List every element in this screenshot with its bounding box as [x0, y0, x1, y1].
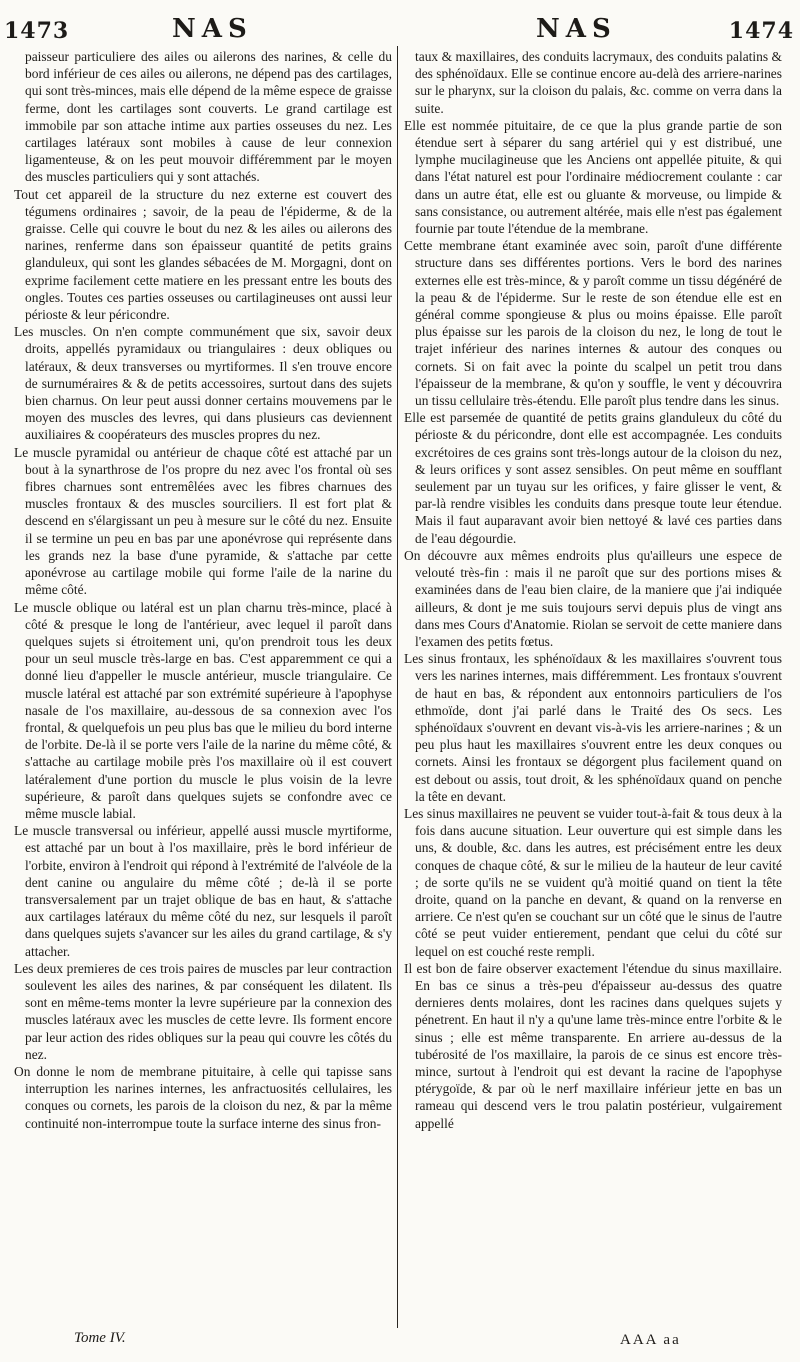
page-number-left: 1473	[4, 18, 70, 44]
paragraph: Les muscles. On n'en compte communément que six, savoir deux droits, appellés pyramidaux ou triangulaires : deux obliques ou latéraux, & deux transverses ou myrtiformes. Il s'en trouve encore de surnuméraires & & de petits accessoires, surtout dans des sujets bien charnus. On leur peut aussi donner certains mouvemens par le moyen des muscles des levres, qui dans plusieurs cas deviennent auxiliaires & coopérateurs des muscles propres du nez.	[14, 324, 392, 443]
paragraph: Le muscle pyramidal ou antérieur de chaque côté est attaché par un bout à la synarthrose de l'os propre du nez avec l'os frontal où ses fibres charnues sont entremêlées avec les fibres charnues des muscles frontaux & des muscles sourciliers. Il est fort plat & descend en s'élargissant un peu à mesure sur le côté du nez. Ensuite il se termine un peu en bas par une aponévrose qui représente dans les grands nez la base d'une pyramide, & s'attache par cette aponévrose au cartilage mobile qui forme l'aile de la narine du même côté.	[14, 444, 392, 598]
paragraph: taux & maxillaires, des conduits lacrymaux, des conduits palatins & des sphénoïdaux. Elle se continue encore au-delà des arriere-narines sur le pharynx, sur la cloison du palais, &c. comme on verra dans la suite.	[415, 49, 782, 116]
signature-mark: AAA aa	[620, 1332, 681, 1348]
volume-label: Tome IV.	[74, 1330, 126, 1346]
paragraph: Elle est nommée pituitaire, de ce que la plus grande partie de son étendue sert à séparer du sang artériel qui y est distribué, une lymphe mucilagineuse que les Anciens ont appellée pituite, & qui dans l'état naturel est pour l'ordinaire médiocrement coulante : car dans un autre état, elle est ou gluante & morveuse, ou limpide & sans consistance, ou autrement altérée, mais elle n'est pas également fournie par toute l'étendue de la membrane.	[404, 117, 782, 237]
page-footer	[0, 1326, 800, 1356]
paragraph: Les deux premieres de ces trois paires de muscles par leur contraction soulevent les ailes des narines, & par conséquent les dilatent. Ils sont en même-tems monter la levre supérieure par la connexion des muscles latéraux avec les muscles de cette levre. Ils forment encore par leur action des rides obliques sur la peau qui couvre les côtés du nez.	[14, 960, 392, 1062]
paragraph: On donne le nom de membrane pituitaire, à celle qui tapisse sans interruption les narines internes, les anfractuosités cellulaires, les conques ou cornets, les parois de la cloison du nez, & par la même continuité non-interrompue toute la surface interne des sinus fron-	[14, 1063, 392, 1131]
running-title-left: NAS	[172, 14, 253, 44]
paragraph: Le muscle transversal ou inférieur, appellé aussi muscle myrtiforme, est attaché par un bout à l'os maxillaire, près le bord inférieur de l'orbite, environ à l'endroit qui répond à l'extrémité de l'alvéole de la dent canine ou angulaire du même côté ; de-là il se porte transversalement par un trajet oblique de bas en haut, & s'attache aux cartilages latéraux du même côté du nez, sur lesquels il paroît dans quelques sujets s'avancer sur les ailes du grand cartilage, & s'y attacher.	[14, 823, 392, 959]
right-column	[404, 48, 782, 1326]
paragraph: Les sinus maxillaires ne peuvent se vuider tout-à-fait & tous deux à la fois dans aucune situation. Leur ouverture qui est simple dans les uns, & double, &c. dans les autres, est précisément entre les deux conques de chaque côté, & sur le milieu de la hauteur de leur cavité ; de sorte qu'ils ne se vuident qu'à moitié quand on tient la tête droite, quand on la panche en devant, & quand on la renverse en arriere. Ce n'est qu'en se couchant sur un côté que le sinus de l'autre côté se peut vuider entierement, pendant que celui du côté sur lequel on est couché reste rempli.	[404, 805, 782, 959]
paragraph: Il est bon de faire observer exactement l'étendue du sinus maxillaire. En bas ce sinus a très-peu d'épaisseur au-dessus des quatre dernieres dents molaires, dont les racines dans quelques sujets y pénetrent. En haut il n'y a qu'une lame très-mince entre l'orbite & le sinus ; elle est même transparente. En arriere au-dessus de la tubérosité de l'os maxillaire, la parois de ce sinus est encore très-mince, surtout à l'endroit qui est devant la racine de l'apophyse ptérygoïde, & par où le nerf maxillaire inférieur jette en bas un rameau qui descend vers le trou palatin postérieur, vulgairement appellé	[404, 960, 782, 1131]
paragraph: Tout cet appareil de la structure du nez externe est couvert des tégumens ordinaires ; savoir, de la peau de l'épiderme, & de la graisse. Celle qui couvre le bout du nez & les ailes ou ailerons des narines, renferme dans son épaisseur quantité de petits grains glanduleux, qui sont les glandes sébacées de M. Morgagni, dont on exprime facilement cette matiere en les pressant entre les bouts des ongles. Toutes ces parties osseuses ou cartilagineuses ont aussi leur périoste & leur péricondre.	[14, 186, 392, 323]
page-number-right: 1474	[728, 18, 794, 44]
left-column	[14, 48, 392, 1326]
paragraph: Elle est parsemée de quantité de petits grains glanduleux du côté du périoste & du péricondre, dont elle est accompagnée. Les conduits excrétoires de ces grains sont très-longs autour de la cloison du nez, & leurs orifices y sont assez sensibles. On peut même en soufflant seulement par un tuyau sur les orifices, y faire glisser le vent, & par-là rendre visibles les conduits dans presque toute leur étendue. Mais il faut auparavant avoir bien nettoyé & lavé ces parties dans de l'eau dégourdie.	[404, 410, 782, 546]
paragraph: Le muscle oblique ou latéral est un plan charnu très-mince, placé à côté & presque le long de l'antérieur, avec lequel il paroît dans quelques sujets si étroitement uni, qu'on prendroit tous les deux pour un seul muscle très-large en bas. C'est apparemment ce qui a donné lieu d'appeller le muscle antérieur, muscle triangulaire. Ce muscle latéral est attaché par son extrémité supérieure à l'apophyse nasale de l'os maxillaire, au-dessous de sa connexion avec l'os frontal, & quelquefois un peu plus bas que le milieu du bord interne de l'orbite. De-là il se porte vers l'aile de la narine du même côté, & s'attache au cartilage mobile près l'os maxillaire où il est couvert latéralement d'une portion du muscle le plus voisin de la levre supérieure, & paroît dans quelques sujets se confondre avec ce même muscle labial.	[14, 599, 392, 821]
paragraph: paisseur particuliere des ailes ou ailerons des narines, & celle du bord inférieur de ces ailes ou ailerons, ne dépend pas des cartilages, qui sont très-minces, mais elle dépend de la même espece de graisse ferme, dont les cartilages sont couverts. Le grand cartilage est immobile par son attache intime aux parties osseuses du nez. Les cartilages latéraux sont mobiles à cause de leur connexion ligamenteuse, & on les peut mouvoir différemment par le moyen des muscles particuliers qui y sont attachés.	[25, 49, 392, 185]
running-title-right: NAS	[536, 14, 617, 44]
paragraph: Les sinus frontaux, les sphénoïdaux & les maxillaires s'ouvrent tous vers les narines internes, mais différemment. Les frontaux s'ouvrent de haut en bas, & répondent aux entonnoirs particuliers de l'os ethmoïde, dont j'ai parlé dans le Traité des Os secs. Les sphénoïdaux s'ouvrent en devant vis-à-vis les arriere-narines ; & un peu plus haut les maxillaires s'ouvrent entre les deux conques ou cornets. Ainsi les frontaux se dégorgent plus facilement quand on est debout ou assis, tout droit, & les sphénoïdaux quand on penche la tête en devant.	[404, 651, 782, 804]
page-header	[0, 0, 800, 46]
paragraph: On découvre aux mêmes endroits plus qu'ailleurs une espece de velouté très-fin : mais il ne paroît que sur des portions mises & examinées dans de l'eau bien claire, de la maniere que j'ai indiquée ailleurs, & dont je me suis toujours servi depuis plus de vingt ans dans mes Cours d'Anatomie. Riolan se servoit de cette maniere dans l'examen des petits fœtus.	[404, 547, 782, 649]
paragraph: Cette membrane étant examinée avec soin, paroît d'une différente structure dans ses différentes portions. Vers le bord des narines externes elle est très-mince, & y paroît comme un tissu dégénéré de la peau & de l'épiderme. Sur le reste de son étendue elle est en général comme spongieuse & plus ou moins épaisse. Elle paroît plus épaisse sur les parois de la cloison du nez, le long de tout le trajet inférieur des narines internes & autour des conques ou cornets. Si on fait avec la pointe du scalpel un petit trou dans l'épaisseur de la membrane, & qu'on y souffle, le vent y découvrira un tissu cellulaire très-étendu. Elle paroît plus tendre dans les sinus.	[404, 238, 782, 409]
column-divider	[397, 46, 398, 1328]
